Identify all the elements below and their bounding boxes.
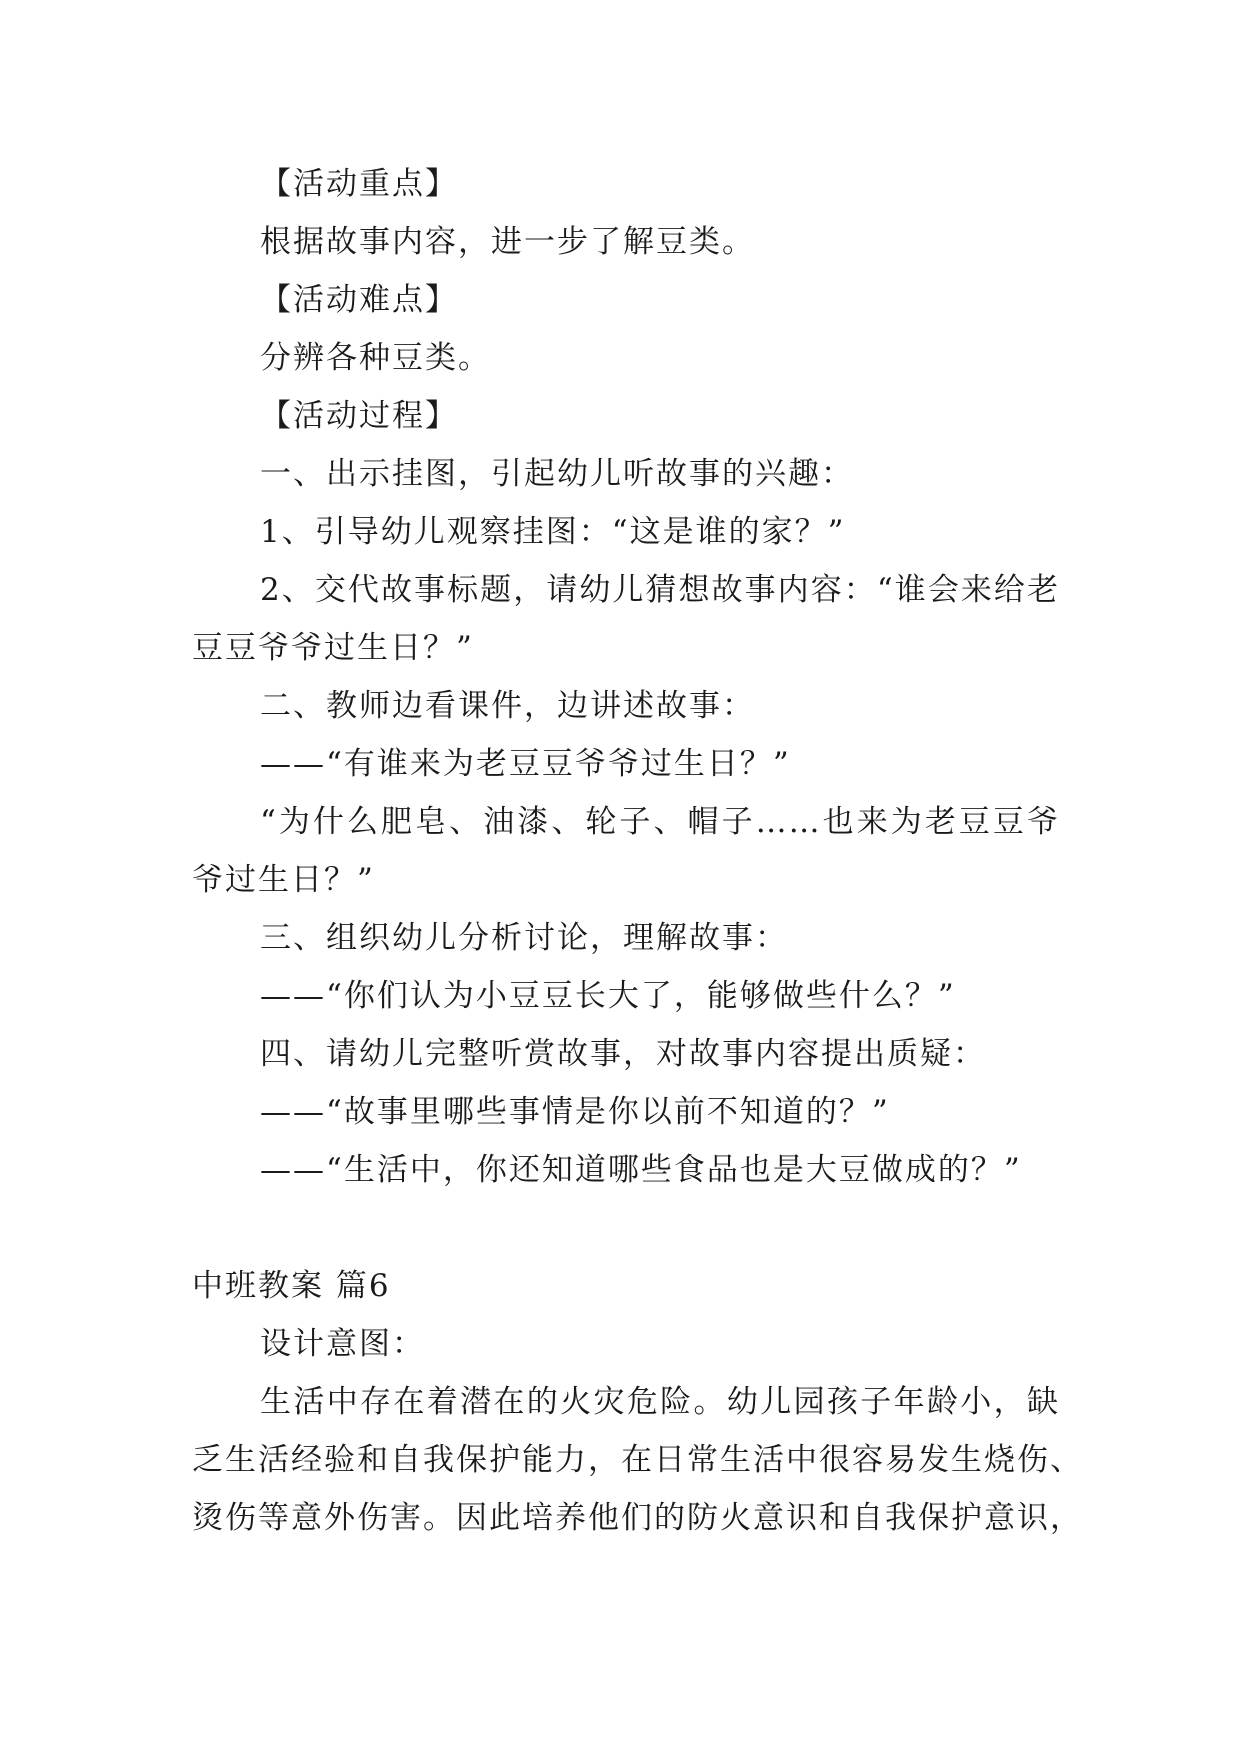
- process-step-1-2-cont: 豆豆爷爷过生日？”: [192, 630, 474, 666]
- process-step-2-q1: ——“有谁来为老豆豆爷爷过生日？”: [260, 746, 791, 782]
- design-paragraph-line-1: 生活中存在着潜在的火灾危险。幼儿园孩子年龄小，缺: [260, 1384, 1060, 1420]
- focus-text: 根据故事内容，进一步了解豆类。: [260, 224, 755, 260]
- process-step-3: 三、组织幼儿分析讨论，理解故事：: [260, 920, 788, 956]
- process-step-3-q1: ——“你们认为小豆豆长大了，能够做些什么？”: [260, 978, 956, 1014]
- process-step-4: 四、请幼儿完整听赏故事，对故事内容提出质疑：: [260, 1036, 986, 1072]
- difficulty-text: 分辨各种豆类。: [260, 340, 491, 376]
- process-heading: 【活动过程】: [260, 398, 458, 434]
- section-title: 中班教案 篇6: [192, 1268, 391, 1304]
- design-heading: 设计意图：: [260, 1326, 425, 1362]
- process-step-4-q1: ——“故事里哪些事情是你以前不知道的？”: [260, 1094, 890, 1130]
- difficulty-heading: 【活动难点】: [260, 282, 458, 318]
- process-step-1-1: 1、引导幼儿观察挂图：“这是谁的家？”: [260, 514, 846, 550]
- process-step-2-q2: “为什么肥皂、油漆、轮子、帽子……也来为老豆豆爷: [260, 804, 1060, 840]
- process-step-2: 二、教师边看课件，边讲述故事：: [260, 688, 755, 724]
- process-step-1: 一、出示挂图，引起幼儿听故事的兴趣：: [260, 456, 854, 492]
- design-paragraph-line-3: 烫伤等意外伤害。因此培养他们的防火意识和自我保护意识，: [192, 1500, 1083, 1536]
- process-step-4-q2: ——“生活中，你还知道哪些食品也是大豆做成的？”: [260, 1152, 1022, 1188]
- focus-heading: 【活动重点】: [260, 166, 458, 202]
- process-step-1-2: 2、交代故事标题，请幼儿猜想故事内容：“谁会来给老: [260, 572, 1060, 608]
- process-step-2-q2-cont: 爷过生日？”: [192, 862, 375, 898]
- design-paragraph-line-2: 乏生活经验和自我保护能力，在日常生活中很容易发生烧伤、: [192, 1442, 1083, 1478]
